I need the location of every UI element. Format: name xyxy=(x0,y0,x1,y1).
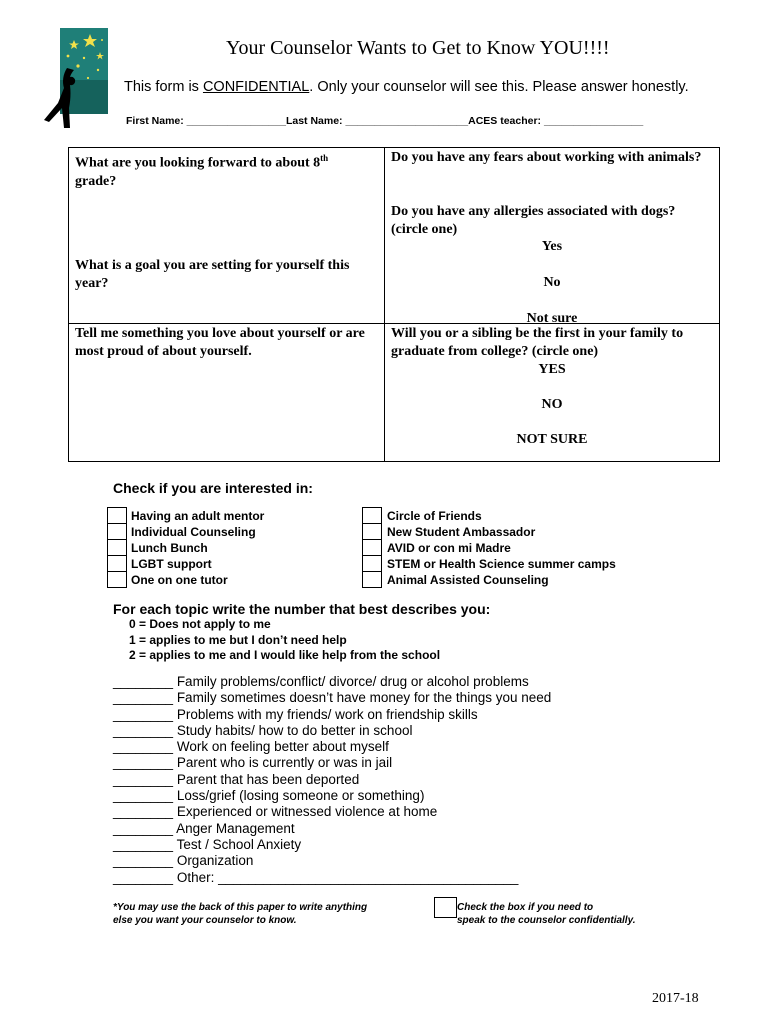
topic-item[interactable]: ________ Work on feeling better about myself xyxy=(113,739,389,755)
topic-item[interactable]: ________ Parent that has been deported xyxy=(113,771,360,787)
allergy-option-yes[interactable]: Yes xyxy=(541,239,563,254)
allergy-option-no[interactable]: No xyxy=(543,275,561,290)
checkbox-new-student-ambassador[interactable] xyxy=(363,524,381,540)
topic-item[interactable]: ________ Other: ________________________________________ xyxy=(113,869,519,885)
checkbox-avid[interactable] xyxy=(363,540,381,556)
interest-label: STEM or Health Science summer camps xyxy=(387,557,616,571)
scale-0: 0 = Does not apply to me xyxy=(129,617,271,631)
topic-item[interactable]: ________ Experienced or witnessed violence at home xyxy=(113,804,438,820)
question-fears-animals: Do you have any fears about working with animals? xyxy=(391,150,702,165)
question-goal: What is a goal you are setting for yourself this year? xyxy=(75,258,350,291)
topic-item[interactable]: ________ Study habits/ how to do better in school xyxy=(113,722,413,738)
interest-label: Individual Counseling xyxy=(131,525,256,539)
interest-label: Circle of Friends xyxy=(387,509,482,523)
interest-label: One on one tutor xyxy=(131,573,228,587)
note-line: speak to the counselor confidentially. xyxy=(457,914,636,926)
confidential-notice xyxy=(124,79,689,95)
question-proud-of: Tell me something you love about yourself or are most proud of about yourself. xyxy=(75,326,365,359)
topic-list xyxy=(113,674,551,886)
checkbox-circle-of-friends[interactable] xyxy=(363,508,381,524)
checkbox-animal-assisted[interactable] xyxy=(363,572,381,587)
notice-emphasis: CONFIDENTIAL xyxy=(202,79,310,95)
notice-prefix: This form is xyxy=(124,79,203,95)
question-first-graduate: Will you or a sibling be the first in your family to graduate from college? (circle one) xyxy=(391,326,684,359)
interest-label: Animal Assisted Counseling xyxy=(387,573,549,587)
note-line: *You may use the back of this paper to write anything xyxy=(113,902,368,913)
school-year: 2017-18 xyxy=(652,991,699,1006)
checkbox-adult-mentor[interactable] xyxy=(108,508,126,524)
interest-list-left xyxy=(131,508,264,588)
cell-proud-of[interactable] xyxy=(69,324,385,462)
topic-item[interactable]: ________ Family problems/conflict/ divorce/ drug or alcohol problems xyxy=(113,674,529,689)
back-of-paper-note xyxy=(113,902,367,927)
allergy-option-not-sure[interactable]: Not sure xyxy=(526,311,578,326)
interest-label: AVID or con mi Madre xyxy=(387,541,511,555)
interests-heading: Check if you are interested in: xyxy=(113,480,313,496)
checkbox-lunch-bunch[interactable] xyxy=(108,540,126,556)
interest-label: Having an adult mentor xyxy=(131,509,265,523)
interest-label: Lunch Bunch xyxy=(131,541,208,555)
name-fields[interactable]: First Name: _________________Last Name: _____________________ACES teacher: _________________ xyxy=(126,115,644,127)
topics-heading: For each topic write the number that best describes you: xyxy=(113,601,491,617)
question-looking-forward xyxy=(75,149,378,191)
question-table xyxy=(68,147,720,462)
q1-end: grade? xyxy=(75,173,117,189)
topic-item[interactable]: ________ Anger Management xyxy=(113,820,295,836)
topic-item[interactable]: ________ Loss/grief (losing someone or something) xyxy=(113,788,425,804)
q1-sup: th xyxy=(320,153,329,163)
checkbox-lgbt-support[interactable] xyxy=(108,556,126,572)
note-line: Check the box if you need to xyxy=(457,902,594,913)
interest-checkboxes-right xyxy=(362,507,382,588)
checkbox-stem-camps[interactable] xyxy=(363,556,381,572)
cell-first-graduate[interactable] xyxy=(385,324,720,462)
topic-item[interactable]: ________ Family sometimes doesn’t have money for the things you need xyxy=(113,690,552,706)
question-dog-allergies: Do you have any allergies associated with dogs? (circle one) xyxy=(391,204,676,237)
form-title: Your Counselor Wants to Get to Know YOU!!!! xyxy=(226,37,610,59)
notice-suffix: . Only your counselor will see this. Please answer honestly. xyxy=(309,79,689,95)
confidential-talk-note xyxy=(457,902,636,927)
note-line: else you want your counselor to know. xyxy=(113,914,297,926)
topic-item[interactable]: ________ Problems with my friends/ work on friendship skills xyxy=(113,706,478,722)
interest-checkboxes-left xyxy=(107,507,127,588)
college-option-no[interactable]: NO xyxy=(541,397,563,412)
topic-item[interactable]: ________ Organization xyxy=(113,853,254,869)
interest-list-right xyxy=(387,508,616,588)
college-option-not-sure[interactable]: NOT SURE xyxy=(516,432,588,447)
rating-scale xyxy=(129,617,440,664)
logo-reaching-star xyxy=(40,28,110,130)
cell-looking-forward-goal[interactable] xyxy=(69,148,385,324)
topic-item[interactable]: ________ Test / School Anxiety xyxy=(113,836,302,852)
interest-label: New Student Ambassador xyxy=(387,525,536,539)
confidential-talk-checkbox[interactable] xyxy=(434,897,457,918)
scale-1: 1 = applies to me but I don’t need help xyxy=(129,632,347,647)
q1-text: What are you looking forward to about 8 xyxy=(75,155,321,171)
college-option-yes[interactable]: YES xyxy=(538,362,566,377)
cell-animals-allergies[interactable] xyxy=(385,148,720,324)
checkbox-individual-counseling[interactable] xyxy=(108,524,126,540)
interest-label: LGBT support xyxy=(131,557,212,571)
checkbox-one-on-one-tutor[interactable] xyxy=(108,572,126,587)
topic-item[interactable]: ________ Parent who is currently or was in jail xyxy=(113,755,393,771)
scale-2: 2 = applies to me and I would like help from the school xyxy=(129,648,441,662)
